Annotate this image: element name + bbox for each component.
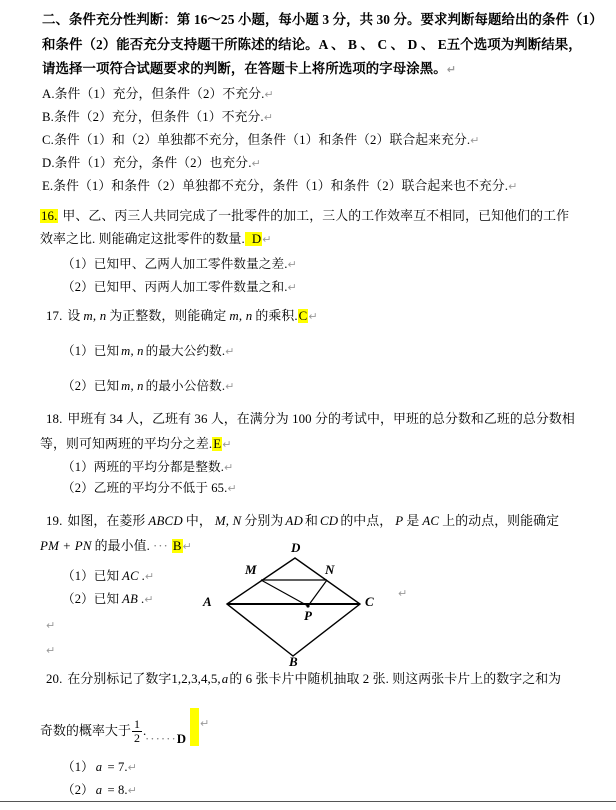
- question-18-stem-text-1: 甲班有 34 人，乙班有 36 人，在满分为 100 分的考试中，甲班的总分数和乙班的总分数相: [67, 412, 575, 426]
- question-16-condition-2-text: （2）已知甲、丙两人加工零件数量之和.: [62, 280, 288, 294]
- question-16-answer: D: [245, 232, 262, 246]
- figure-label-p: P: [304, 608, 312, 623]
- option-text-d: 条件（1）充分，条件（2）也充分.: [54, 156, 252, 170]
- question-18-condition-1: [62, 461, 233, 474]
- fraction-one-half: [132, 718, 142, 744]
- question-20-answer: D: [176, 732, 187, 746]
- fraction-denominator: 2: [133, 730, 141, 745]
- question-18-number: 18.: [46, 412, 63, 426]
- option-row-a: [42, 88, 274, 101]
- pilcrow-mark: ↵: [263, 111, 274, 124]
- fraction-numerator: 1: [133, 717, 141, 731]
- segment-pn: [308, 580, 327, 606]
- pilcrow-mark: ↵: [225, 380, 235, 393]
- question-20-answer-highlight-strip: [190, 708, 199, 746]
- section-header-text-2b: 五个选项为判断结果，: [446, 37, 582, 52]
- pilcrow-mark: ↵: [508, 180, 518, 193]
- pilcrow-mark: ↵: [470, 134, 480, 147]
- option-row-b: [42, 111, 273, 124]
- question-18-answer: E: [213, 437, 222, 451]
- question-17-stem-prefix: 设: [67, 309, 81, 323]
- option-row-c: [42, 134, 479, 147]
- q20-period: .: [143, 724, 147, 739]
- page-bottom-rule: [0, 801, 616, 802]
- question-19-number: 19.: [46, 514, 63, 528]
- figure-label-n: N: [325, 562, 335, 577]
- q20-c1-label: （1）: [62, 760, 94, 774]
- question-20-condition-1: [62, 761, 137, 774]
- rhombus-abcd-figure: [203, 536, 395, 669]
- option-row-d: [42, 157, 261, 170]
- pilcrow-mark: ↵: [308, 310, 318, 323]
- q20-c2-var: a: [95, 783, 103, 797]
- question-17-condition-1-label: （1）已知: [62, 344, 120, 358]
- option-key-b: B.: [42, 110, 54, 124]
- section-header-choice-letters: A 、 B 、 C 、 D 、 E: [318, 37, 447, 52]
- pilcrow-mark: ↵: [398, 587, 408, 600]
- q19-c1-tail: .: [141, 569, 145, 583]
- question-18-condition-2-text: （2）乙班的平均分不低于 65.: [62, 481, 228, 495]
- question-17-condition-2: [62, 380, 234, 393]
- question-19-answer: B: [172, 539, 182, 553]
- pilcrow-mark: ↵: [46, 644, 56, 657]
- pilcrow-mark: ↵: [227, 482, 237, 495]
- empty-paragraph-1: [46, 618, 55, 631]
- question-17-condition-1-var: m, n: [121, 344, 144, 358]
- question-20-answer-row: [145, 733, 186, 746]
- q19-c2-var: AB: [122, 592, 138, 606]
- q19-t2: 中，: [185, 514, 212, 528]
- question-18-condition-2: [62, 482, 237, 495]
- q20-t2: 的 6 张卡片中随机抽取 2 张. 则这两张卡片上的数字之和为: [229, 672, 562, 686]
- question-16-number: 16.: [41, 209, 58, 223]
- question-17-var-2: m, n: [229, 309, 253, 323]
- q19-var-ac: AC: [422, 514, 440, 528]
- question-20-pilcrow: [200, 716, 209, 729]
- pilcrow-mark: ↵: [446, 63, 457, 76]
- question-17-number: 17.: [46, 309, 63, 323]
- pilcrow-mark: ↵: [287, 281, 297, 294]
- q19-t3: 分别为: [244, 514, 284, 528]
- q19-t1: 如图，在菱形: [67, 514, 146, 528]
- figure-label-m: M: [245, 562, 257, 577]
- q20-t1: 在分别标记了数字: [67, 672, 172, 686]
- section-header-line-2: [42, 38, 582, 51]
- q20-c2-label: （2）: [62, 783, 94, 797]
- question-17-condition-2-var: m, n: [121, 379, 144, 393]
- question-16-stem-text-2: 效率之比. 则能确定这批零件的数量.: [40, 232, 245, 246]
- figure-label-a: A: [203, 594, 212, 609]
- q19-var-ad: AD: [285, 514, 303, 528]
- question-18-stem-line-1: [46, 413, 575, 426]
- q19-c2-tail: .: [140, 592, 145, 606]
- question-20-stem-line-1: [46, 673, 561, 686]
- question-17-condition-2-tail: 的最小公倍数.: [145, 379, 226, 393]
- option-row-e: [42, 180, 517, 193]
- option-key-a: A.: [42, 87, 55, 101]
- question-16-condition-1-text: （1）已知甲、乙两人加工零件数量之差.: [62, 257, 288, 271]
- question-16-stem-line-1: [40, 210, 569, 223]
- question-17-answer: C: [298, 309, 308, 323]
- section-header-text-2a: 和条件（2）能否充分支持题干所陈述的结论。: [42, 37, 319, 52]
- question-18-stem-line-2: [40, 438, 232, 451]
- pilcrow-mark: ↵: [127, 784, 137, 797]
- figure-label-b: B: [289, 654, 298, 669]
- q20-c2-tail: = 8.: [104, 783, 128, 797]
- option-text-b: 条件（2）充分，但条件（1）不充分.: [53, 110, 264, 124]
- option-text-e: 条件（1）和条件（2）单独都不充分，条件（1）和条件（2）联合起来也不充分.: [53, 179, 509, 193]
- option-key-c: C.: [42, 133, 54, 147]
- q19-c1-var: AC: [122, 569, 139, 583]
- question-19-condition-1: [62, 570, 154, 583]
- section-header-text-3: 请选择一项符合试题要求的判断，在答题卡上将所选项的字母涂黑。: [42, 61, 447, 76]
- empty-paragraph-3: [398, 586, 407, 599]
- q19-var-cd: CD: [320, 514, 339, 528]
- q19-c1-label: （1）已知: [62, 569, 120, 583]
- question-19-stem-line-2: [40, 540, 192, 553]
- pilcrow-mark: ↵: [127, 761, 137, 774]
- question-17-stem-suffix: 的乘积.: [255, 309, 298, 323]
- section-header-line-1: [42, 13, 603, 26]
- q19-var-p: P: [395, 514, 404, 528]
- q19-expr-pm-pn: PM + PN: [40, 539, 92, 553]
- question-16-stem-line-2: [40, 233, 272, 246]
- q20-numbers: 1,2,3,4,5,: [171, 672, 221, 686]
- option-text-a: 条件（1）充分，但条件（2）不充分.: [54, 87, 265, 101]
- section-header-text-1: 二、条件充分性判断：第 16～25 小题，每小题 3 分，共 30 分。要求判断每题给出的条件（1）: [42, 12, 603, 27]
- q19-var-abcd: ABCD: [148, 514, 183, 528]
- question-20-number: 20.: [46, 672, 63, 686]
- question-20-condition-2: [62, 784, 137, 797]
- q19-t5: 的中点，: [340, 514, 393, 528]
- pilcrow-mark: ↵: [262, 233, 272, 246]
- question-20-stem-line-2: [40, 719, 146, 745]
- q20-c1-tail: = 7.: [104, 760, 128, 774]
- pilcrow-mark: ↵: [144, 570, 155, 583]
- pilcrow-mark: ↵: [182, 540, 192, 553]
- segment-pm: [261, 580, 308, 606]
- pilcrow-mark: ↵: [223, 461, 234, 474]
- question-16-condition-1: [62, 258, 297, 271]
- option-text-c: 条件（1）和（2）单独都不充分，但条件（1）和条件（2）联合起来充分.: [53, 133, 471, 147]
- q19-t8: 的最小值.: [94, 539, 150, 553]
- question-17-stem: [46, 310, 318, 323]
- pilcrow-mark: ↵: [264, 88, 274, 101]
- question-16-stem-text-1: 甲、乙、丙三人共同完成了一批零件的加工，三人的工作效率互不相同，已知他们的工作: [62, 209, 570, 223]
- pilcrow-mark: ↵: [200, 717, 210, 730]
- figure-label-c: C: [365, 594, 374, 609]
- question-17-condition-1-tail: 的最大公约数.: [145, 344, 226, 358]
- question-17-condition-2-label: （2）已知: [62, 379, 120, 393]
- pilcrow-mark: ↵: [225, 345, 235, 358]
- section-header-line-3: [42, 62, 456, 75]
- q19-c2-label: （2）已知: [62, 592, 120, 606]
- option-key-d: D.: [42, 156, 55, 170]
- question-19-condition-2: [62, 593, 154, 606]
- question-18-stem-text-2: 等，则可知两班的平均分之差.: [40, 437, 213, 451]
- question-17-var-1: m, n: [83, 309, 107, 323]
- question-17-condition-1: [62, 345, 234, 358]
- question-17-stem-mid: 为正整数，则能确定: [109, 309, 227, 323]
- q19-t4: 和: [305, 514, 318, 528]
- pilcrow-mark: ↵: [287, 258, 297, 271]
- pilcrow-mark: ↵: [222, 438, 232, 451]
- q19-var-mn: M, N: [214, 514, 242, 528]
- pilcrow-mark: ↵: [46, 619, 56, 632]
- q20-var-a: a: [221, 672, 229, 686]
- pilcrow-mark: ↵: [251, 157, 261, 170]
- question-16-condition-2: [62, 281, 297, 294]
- q19-t6: 是: [406, 514, 420, 528]
- figure-label-d: D: [291, 540, 301, 555]
- q20-t3: 奇数的概率大于: [40, 724, 131, 739]
- q20-leader-dots: ······: [145, 732, 177, 746]
- question-19-stem-line-1: [46, 515, 559, 528]
- option-key-e: E.: [42, 179, 54, 193]
- empty-paragraph-2: [46, 643, 55, 656]
- pilcrow-mark: ↵: [144, 593, 154, 606]
- q19-t7: 上的动点，则能确定: [442, 514, 560, 528]
- q19-leader-dots: ···: [152, 539, 169, 553]
- q20-c1-var: a: [95, 760, 103, 774]
- question-18-condition-1-text: （1）两班的平均分都是整数.: [62, 460, 224, 474]
